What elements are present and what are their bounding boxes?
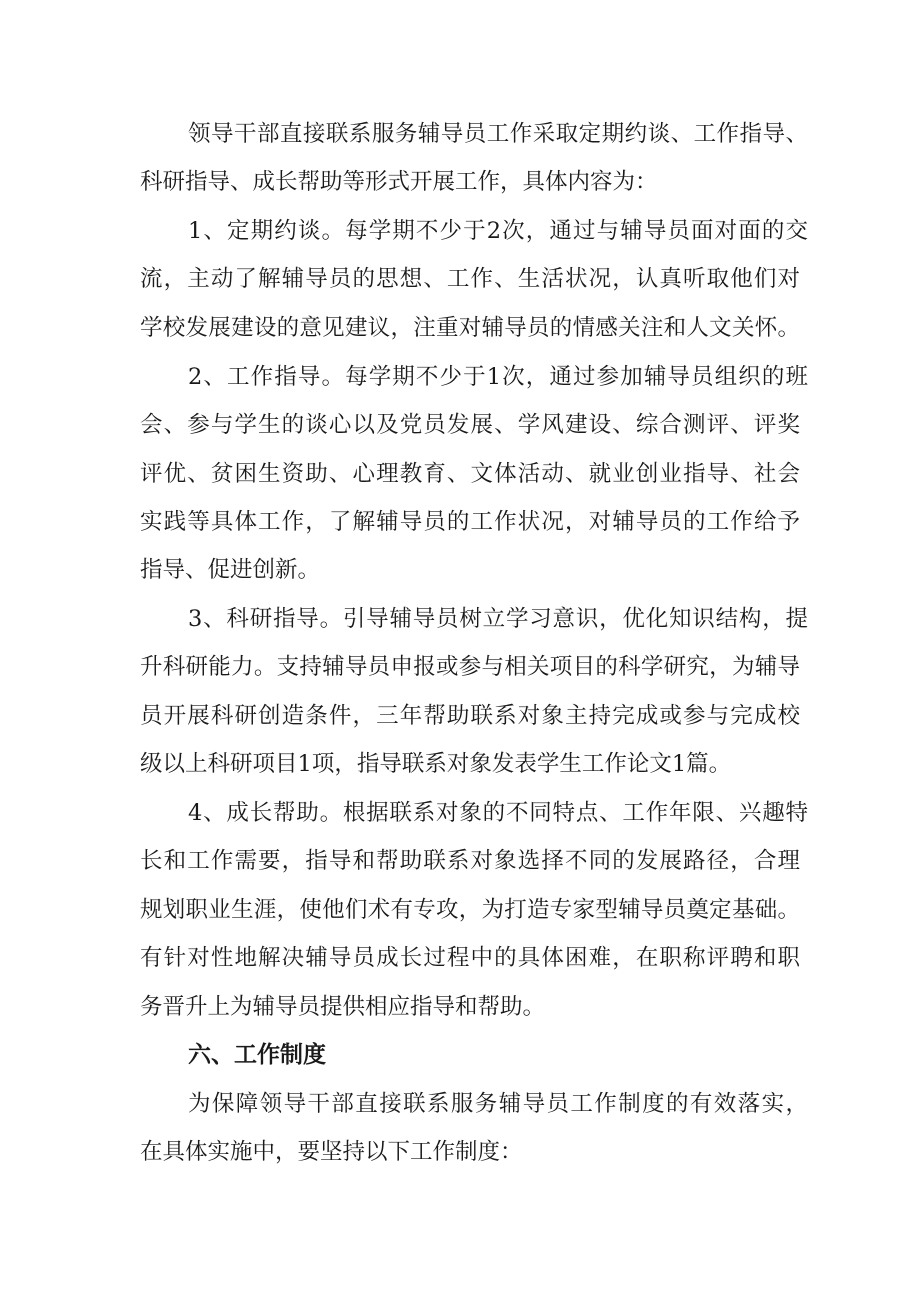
section6-line-2: 在具体实施中，要坚持以下工作制度：: [140, 1139, 523, 1165]
item3-line-3: 员开展科研创造条件，三年帮助联系对象主持完成或参与完成校: [140, 703, 800, 729]
item4-line-4: 有针对性地解决辅导员成长过程中的具体困难，在职称评聘和职: [140, 945, 800, 971]
intro-line-1: 领导干部直接联系服务辅导员工作采取定期约谈、工作指导、: [188, 121, 808, 147]
item2-line-5: 指导、促进创新。: [140, 557, 321, 583]
item2-line-1: 2、工作指导。每学期不少于1次，通过参加辅导员组织的班: [188, 364, 808, 390]
section6-line-1: 为保障领导干部直接联系服务辅导员工作制度的有效落实，: [188, 1091, 808, 1117]
item3-line-2: 升科研能力。支持辅导员申报或参与相关项目的科学研究，为辅导: [140, 654, 800, 680]
item4-line-5: 务晋升上为辅导员提供相应指导和帮助。: [140, 994, 546, 1020]
item1-line-1: 1、定期约谈。每学期不少于2次，通过与辅导员面对面的交: [188, 218, 808, 244]
item1-line-2: 流，主动了解辅导员的思想、工作、生活状况，认真听取他们对: [140, 266, 800, 292]
item4-line-3: 规划职业生涯，使他们术有专攻，为打造专家型辅导员奠定基础。: [140, 897, 800, 923]
item1-line-3: 学校发展建设的意见建议，注重对辅导员的情感关注和人文关怀。: [140, 315, 800, 341]
item4-line-2: 长和工作需要，指导和帮助联系对象选择不同的发展路径，合理: [140, 848, 800, 874]
item4-line-1: 4、成长帮助。根据联系对象的不同特点、工作年限、兴趣特: [188, 800, 808, 826]
intro-line-2: 科研指导、成长帮助等形式开展工作，具体内容为：: [140, 169, 658, 195]
item3-line-1: 3、科研指导。引导辅导员树立学习意识，优化知识结构，提: [188, 606, 808, 632]
section-heading: 六、工作制度: [188, 1042, 326, 1068]
item2-line-2: 会、参与学生的谈心以及党员发展、学风建设、综合测评、评奖: [140, 412, 800, 438]
item2-line-3: 评优、贫困生资助、心理教育、文体活动、就业创业指导、社会: [140, 461, 800, 487]
item2-line-4: 实践等具体工作，了解辅导员的工作状况，对辅导员的工作给予: [140, 509, 800, 535]
item3-line-4: 级以上科研项目1项，指导联系对象发表学生工作论文1篇。: [140, 751, 732, 777]
